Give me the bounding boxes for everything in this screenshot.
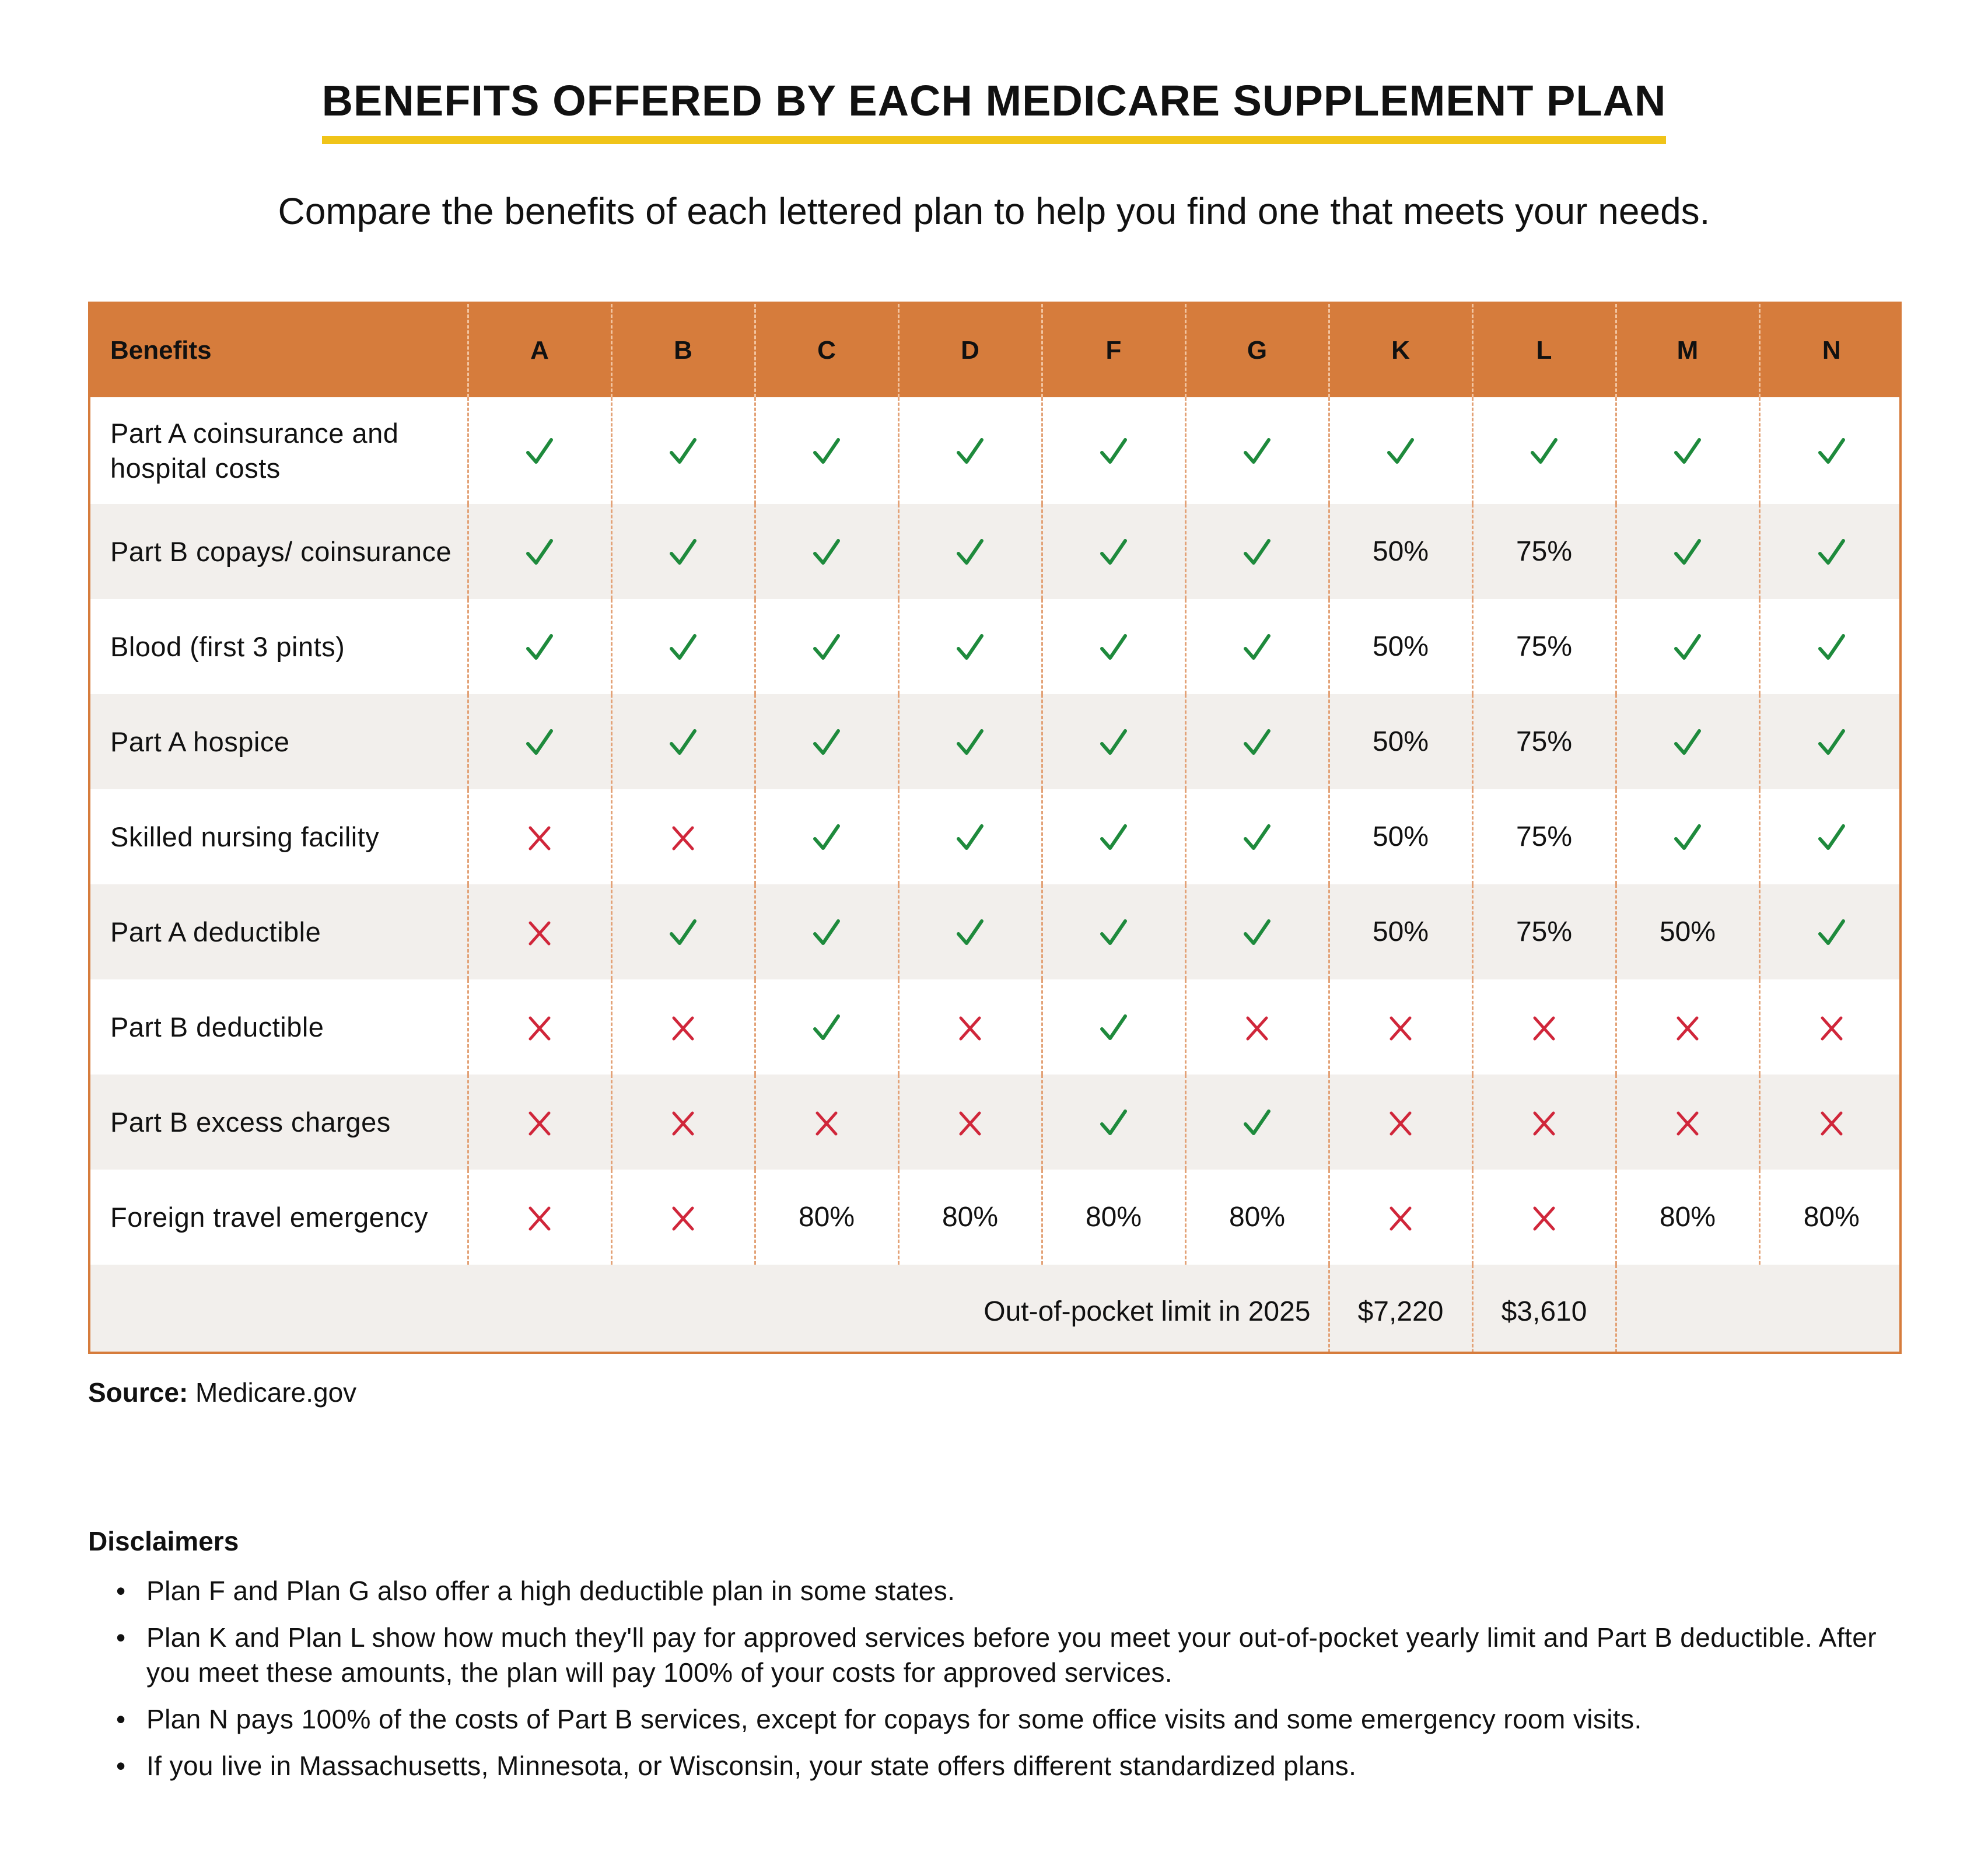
coverage-cell-none <box>1329 1074 1472 1170</box>
coverage-cell-full <box>468 694 611 789</box>
coverage-cell-full <box>898 694 1042 789</box>
title-wrap <box>0 76 1988 144</box>
coverage-percent: 75% <box>1516 726 1573 757</box>
coverage-cell-full <box>1042 397 1185 504</box>
checkmark-icon <box>1384 435 1417 468</box>
checkmark-icon <box>1241 631 1273 664</box>
coverage-cell-percent <box>1329 789 1472 884</box>
coverage-cell-percent <box>1329 599 1472 694</box>
checkmark-icon <box>954 726 986 759</box>
coverage-cell-full <box>1185 599 1329 694</box>
coverage-percent: 80% <box>1085 1202 1142 1233</box>
checkmark-icon <box>667 536 699 569</box>
coverage-cell-none <box>1759 1074 1902 1170</box>
coverage-cell-full <box>898 504 1042 599</box>
coverage-cell-percent <box>1616 1170 1759 1265</box>
coverage-cell-none <box>898 979 1042 1074</box>
coverage-percent: 80% <box>1659 1202 1716 1233</box>
disclaimers-section <box>88 1525 1920 1795</box>
bullet-icon: • <box>116 1622 126 1653</box>
coverage-cell-none <box>1616 1074 1759 1170</box>
checkmark-icon <box>1671 435 1704 468</box>
disclaimer-text: If you live in Massachusetts, Minnesota, or Wisconsin, your state offers different standardized plans. <box>146 1751 1357 1781</box>
checkmark-icon <box>1097 631 1130 664</box>
coverage-cell-percent <box>1329 884 1472 979</box>
benefits-table-container <box>88 302 1902 1354</box>
coverage-cell-full <box>468 599 611 694</box>
checkmark-icon <box>810 916 843 949</box>
disclaimer-item <box>88 1620 1920 1690</box>
table-row <box>90 884 1902 979</box>
checkmark-icon <box>954 631 986 664</box>
coverage-cell-none <box>468 1170 611 1265</box>
coverage-cell-full <box>755 504 898 599</box>
benefits-table <box>90 304 1902 1354</box>
disclaimer-text: Plan F and Plan G also offer a high deductible plan in some states. <box>146 1576 956 1606</box>
column-header-plan-b: B <box>611 304 755 397</box>
coverage-cell-full <box>1616 397 1759 504</box>
cross-icon <box>1388 1014 1413 1042</box>
source-note <box>88 1377 356 1408</box>
cross-icon <box>527 824 552 852</box>
benefit-label: Part A deductible <box>110 916 321 947</box>
disclaimer-text: Plan N pays 100% of the costs of Part B services, except for copays for some office visits and some emergency room visits. <box>146 1704 1642 1734</box>
benefit-label: Foreign travel emergency <box>110 1201 428 1233</box>
column-header-plan-m: M <box>1616 304 1759 397</box>
table-row <box>90 599 1902 694</box>
coverage-cell-full <box>468 397 611 504</box>
disclaimers-list <box>88 1573 1920 1783</box>
coverage-cell-none <box>611 979 755 1074</box>
coverage-cell-full <box>611 599 755 694</box>
disclaimer-item <box>88 1748 1920 1783</box>
checkmark-icon <box>954 536 986 569</box>
bullet-icon: • <box>116 1704 126 1734</box>
coverage-cell-full <box>1616 694 1759 789</box>
coverage-cell-none <box>1759 979 1902 1074</box>
cross-icon <box>527 919 552 947</box>
checkmark-icon <box>1097 536 1130 569</box>
checkmark-icon <box>1815 916 1848 949</box>
coverage-cell-full <box>1185 694 1329 789</box>
coverage-cell-full <box>1185 397 1329 504</box>
coverage-percent: 75% <box>1516 536 1573 567</box>
checkmark-icon <box>667 435 699 468</box>
table-row <box>90 504 1902 599</box>
checkmark-icon <box>1241 536 1273 569</box>
table-header-row <box>90 304 1902 397</box>
cross-icon <box>1531 1014 1557 1042</box>
out-of-pocket-label: Out-of-pocket limit in 2025 <box>984 1296 1311 1327</box>
coverage-cell-full <box>898 397 1042 504</box>
checkmark-icon <box>1671 821 1704 854</box>
checkmark-icon <box>810 821 843 854</box>
table-row <box>90 1074 1902 1170</box>
coverage-cell-full <box>1042 599 1185 694</box>
coverage-cell-none <box>468 884 611 979</box>
column-header-plan-k: K <box>1329 304 1472 397</box>
coverage-percent: 50% <box>1372 631 1429 662</box>
coverage-percent: 80% <box>1228 1202 1286 1233</box>
checkmark-icon <box>1815 536 1848 569</box>
cross-icon <box>957 1110 983 1138</box>
coverage-percent: 75% <box>1516 916 1573 947</box>
coverage-cell-full <box>611 884 755 979</box>
checkmark-icon <box>1241 821 1273 854</box>
table-body <box>90 397 1902 1354</box>
checkmark-icon <box>523 631 556 664</box>
disclaimers-title: Disclaimers <box>88 1526 239 1556</box>
coverage-cell-full <box>1042 979 1185 1074</box>
coverage-percent: 50% <box>1659 916 1716 947</box>
coverage-percent: 50% <box>1372 726 1429 757</box>
cross-icon <box>670 824 696 852</box>
coverage-cell-full <box>468 504 611 599</box>
cross-icon <box>1388 1205 1413 1233</box>
bullet-icon: • <box>116 1576 126 1606</box>
checkmark-icon <box>1671 536 1704 569</box>
source-value: Medicare.gov <box>195 1377 357 1408</box>
cross-icon <box>1388 1110 1413 1138</box>
table-row <box>90 694 1902 789</box>
source-label: Source: <box>88 1377 188 1408</box>
coverage-cell-full <box>1042 504 1185 599</box>
cross-icon <box>1675 1110 1700 1138</box>
checkmark-icon <box>523 435 556 468</box>
cross-icon <box>814 1110 839 1138</box>
coverage-cell-full <box>1185 1074 1329 1170</box>
cross-icon <box>1531 1205 1557 1233</box>
table-row <box>90 979 1902 1074</box>
benefit-label: Part B deductible <box>110 1011 324 1042</box>
checkmark-icon <box>1241 1107 1273 1139</box>
cross-icon <box>527 1205 552 1233</box>
coverage-cell-percent <box>1472 694 1616 789</box>
checkmark-icon <box>954 821 986 854</box>
coverage-cell-none <box>611 1170 755 1265</box>
coverage-cell-percent <box>898 1170 1042 1265</box>
cross-icon <box>1531 1110 1557 1138</box>
coverage-cell-none <box>1329 979 1472 1074</box>
coverage-cell-none <box>1185 979 1329 1074</box>
coverage-cell-percent <box>755 1170 898 1265</box>
out-of-pocket-empty <box>1616 1265 1902 1354</box>
checkmark-icon <box>667 631 699 664</box>
column-header-plan-g: G <box>1185 304 1329 397</box>
cross-icon <box>670 1014 696 1042</box>
column-header-plan-c: C <box>755 304 898 397</box>
coverage-cell-full <box>611 397 755 504</box>
coverage-percent: 80% <box>942 1202 999 1233</box>
checkmark-icon <box>810 726 843 759</box>
coverage-cell-none <box>898 1074 1042 1170</box>
coverage-cell-full <box>1042 884 1185 979</box>
checkmark-icon <box>810 1012 843 1044</box>
coverage-cell-none <box>611 1074 755 1170</box>
coverage-cell-percent <box>1185 1170 1329 1265</box>
coverage-cell-none <box>468 979 611 1074</box>
coverage-cell-full <box>898 884 1042 979</box>
coverage-cell-percent <box>1329 694 1472 789</box>
coverage-cell-full <box>1042 694 1185 789</box>
coverage-cell-full <box>1042 789 1185 884</box>
coverage-cell-full <box>755 397 898 504</box>
benefit-label: Part A hospice <box>110 726 290 757</box>
coverage-percent: 75% <box>1516 631 1573 662</box>
coverage-percent: 75% <box>1516 821 1573 852</box>
coverage-cell-none <box>1472 979 1616 1074</box>
coverage-cell-full <box>1185 789 1329 884</box>
coverage-cell-percent <box>1472 789 1616 884</box>
disclaimer-item <box>88 1702 1920 1737</box>
benefit-label: Skilled nursing facility <box>110 821 380 852</box>
coverage-cell-full <box>1472 397 1616 504</box>
coverage-cell-full <box>898 599 1042 694</box>
coverage-cell-none <box>1329 1170 1472 1265</box>
checkmark-icon <box>954 435 986 468</box>
coverage-cell-none <box>468 1074 611 1170</box>
coverage-cell-full <box>898 789 1042 884</box>
cross-icon <box>670 1110 696 1138</box>
checkmark-icon <box>1097 916 1130 949</box>
cross-icon <box>957 1014 983 1042</box>
coverage-cell-none <box>468 789 611 884</box>
coverage-cell-full <box>1759 504 1902 599</box>
coverage-cell-full <box>1759 694 1902 789</box>
checkmark-icon <box>1671 631 1704 664</box>
page-subtitle: Compare the benefits of each lettered plan to help you find one that meets your needs. <box>278 190 1710 232</box>
coverage-cell-full <box>1759 884 1902 979</box>
table-row <box>90 397 1902 504</box>
checkmark-icon <box>1815 821 1848 854</box>
coverage-cell-none <box>1472 1074 1616 1170</box>
benefit-label: Part A coinsurance and hospital costs <box>110 417 399 484</box>
checkmark-icon <box>1241 916 1273 949</box>
coverage-percent: 50% <box>1372 536 1429 567</box>
column-header-plan-f: F <box>1042 304 1185 397</box>
cross-icon <box>527 1014 552 1042</box>
coverage-percent: 80% <box>1803 1202 1860 1233</box>
coverage-cell-full <box>755 884 898 979</box>
cross-icon <box>1819 1014 1845 1042</box>
cross-icon <box>1244 1014 1270 1042</box>
coverage-cell-full <box>1759 789 1902 884</box>
benefit-label: Part B copays/ coinsurance <box>110 536 452 567</box>
checkmark-icon <box>1528 435 1560 468</box>
coverage-cell-full <box>755 979 898 1074</box>
coverage-cell-full <box>755 694 898 789</box>
coverage-cell-none <box>1616 979 1759 1074</box>
checkmark-icon <box>1097 821 1130 854</box>
coverage-cell-percent <box>1042 1170 1185 1265</box>
checkmark-icon <box>1815 726 1848 759</box>
coverage-cell-full <box>755 599 898 694</box>
cross-icon <box>670 1205 696 1233</box>
column-header-plan-d: D <box>898 304 1042 397</box>
coverage-cell-full <box>1616 789 1759 884</box>
coverage-cell-percent <box>1472 504 1616 599</box>
coverage-cell-full <box>1616 504 1759 599</box>
checkmark-icon <box>1097 1012 1130 1044</box>
coverage-cell-full <box>1616 599 1759 694</box>
coverage-percent: 80% <box>798 1202 855 1233</box>
coverage-cell-full <box>1042 1074 1185 1170</box>
column-header-benefits: Benefits <box>110 336 212 365</box>
coverage-cell-percent <box>1616 884 1759 979</box>
checkmark-icon <box>1097 726 1130 759</box>
column-header-plan-l: L <box>1472 304 1616 397</box>
checkmark-icon <box>1815 435 1848 468</box>
column-header-plan-n: N <box>1759 304 1902 397</box>
checkmark-icon <box>1097 1107 1130 1139</box>
cross-icon <box>1819 1110 1845 1138</box>
disclaimer-item <box>88 1573 1920 1608</box>
coverage-percent: 50% <box>1372 916 1429 947</box>
coverage-cell-percent <box>1759 1170 1902 1265</box>
coverage-cell-full <box>1759 599 1902 694</box>
bullet-icon: • <box>116 1751 126 1781</box>
checkmark-icon <box>1815 631 1848 664</box>
coverage-cell-none <box>1472 1170 1616 1265</box>
checkmark-icon <box>667 726 699 759</box>
checkmark-icon <box>1241 726 1273 759</box>
coverage-cell-full <box>755 789 898 884</box>
checkmark-icon <box>1097 435 1130 468</box>
coverage-cell-none <box>611 789 755 884</box>
page-title: BENEFITS OFFERED BY EACH MEDICARE SUPPLEMENT PLAN <box>322 76 1667 144</box>
coverage-percent: 50% <box>1372 821 1429 852</box>
checkmark-icon <box>954 916 986 949</box>
table-row <box>90 1170 1902 1265</box>
checkmark-icon <box>810 435 843 468</box>
coverage-cell-percent <box>1472 599 1616 694</box>
checkmark-icon <box>1671 726 1704 759</box>
coverage-cell-full <box>1329 397 1472 504</box>
disclaimer-text: Plan K and Plan L show how much they'll pay for approved services before you meet your out-of-pocket yearly limit and Part B deductible. After you meet these amounts, the plan will pay 100% of your costs for approved services. <box>146 1622 1877 1688</box>
coverage-cell-full <box>1759 397 1902 504</box>
coverage-cell-full <box>1185 504 1329 599</box>
benefit-label: Part B excess charges <box>110 1106 391 1138</box>
coverage-cell-full <box>1185 884 1329 979</box>
checkmark-icon <box>810 631 843 664</box>
checkmark-icon <box>523 726 556 759</box>
checkmark-icon <box>810 536 843 569</box>
table-row <box>90 789 1902 884</box>
checkmark-icon <box>1241 435 1273 468</box>
cross-icon <box>527 1110 552 1138</box>
column-header-plan-a: A <box>468 304 611 397</box>
out-of-pocket-plan-k: $7,220 <box>1329 1265 1472 1354</box>
cross-icon <box>1675 1014 1700 1042</box>
checkmark-icon <box>523 536 556 569</box>
coverage-cell-percent <box>1329 504 1472 599</box>
out-of-pocket-row <box>90 1265 1902 1354</box>
coverage-cell-percent <box>1472 884 1616 979</box>
out-of-pocket-plan-l: $3,610 <box>1472 1265 1616 1354</box>
coverage-cell-none <box>755 1074 898 1170</box>
coverage-cell-full <box>611 694 755 789</box>
benefit-label: Blood (first 3 pints) <box>110 631 345 662</box>
checkmark-icon <box>667 916 699 949</box>
coverage-cell-full <box>611 504 755 599</box>
